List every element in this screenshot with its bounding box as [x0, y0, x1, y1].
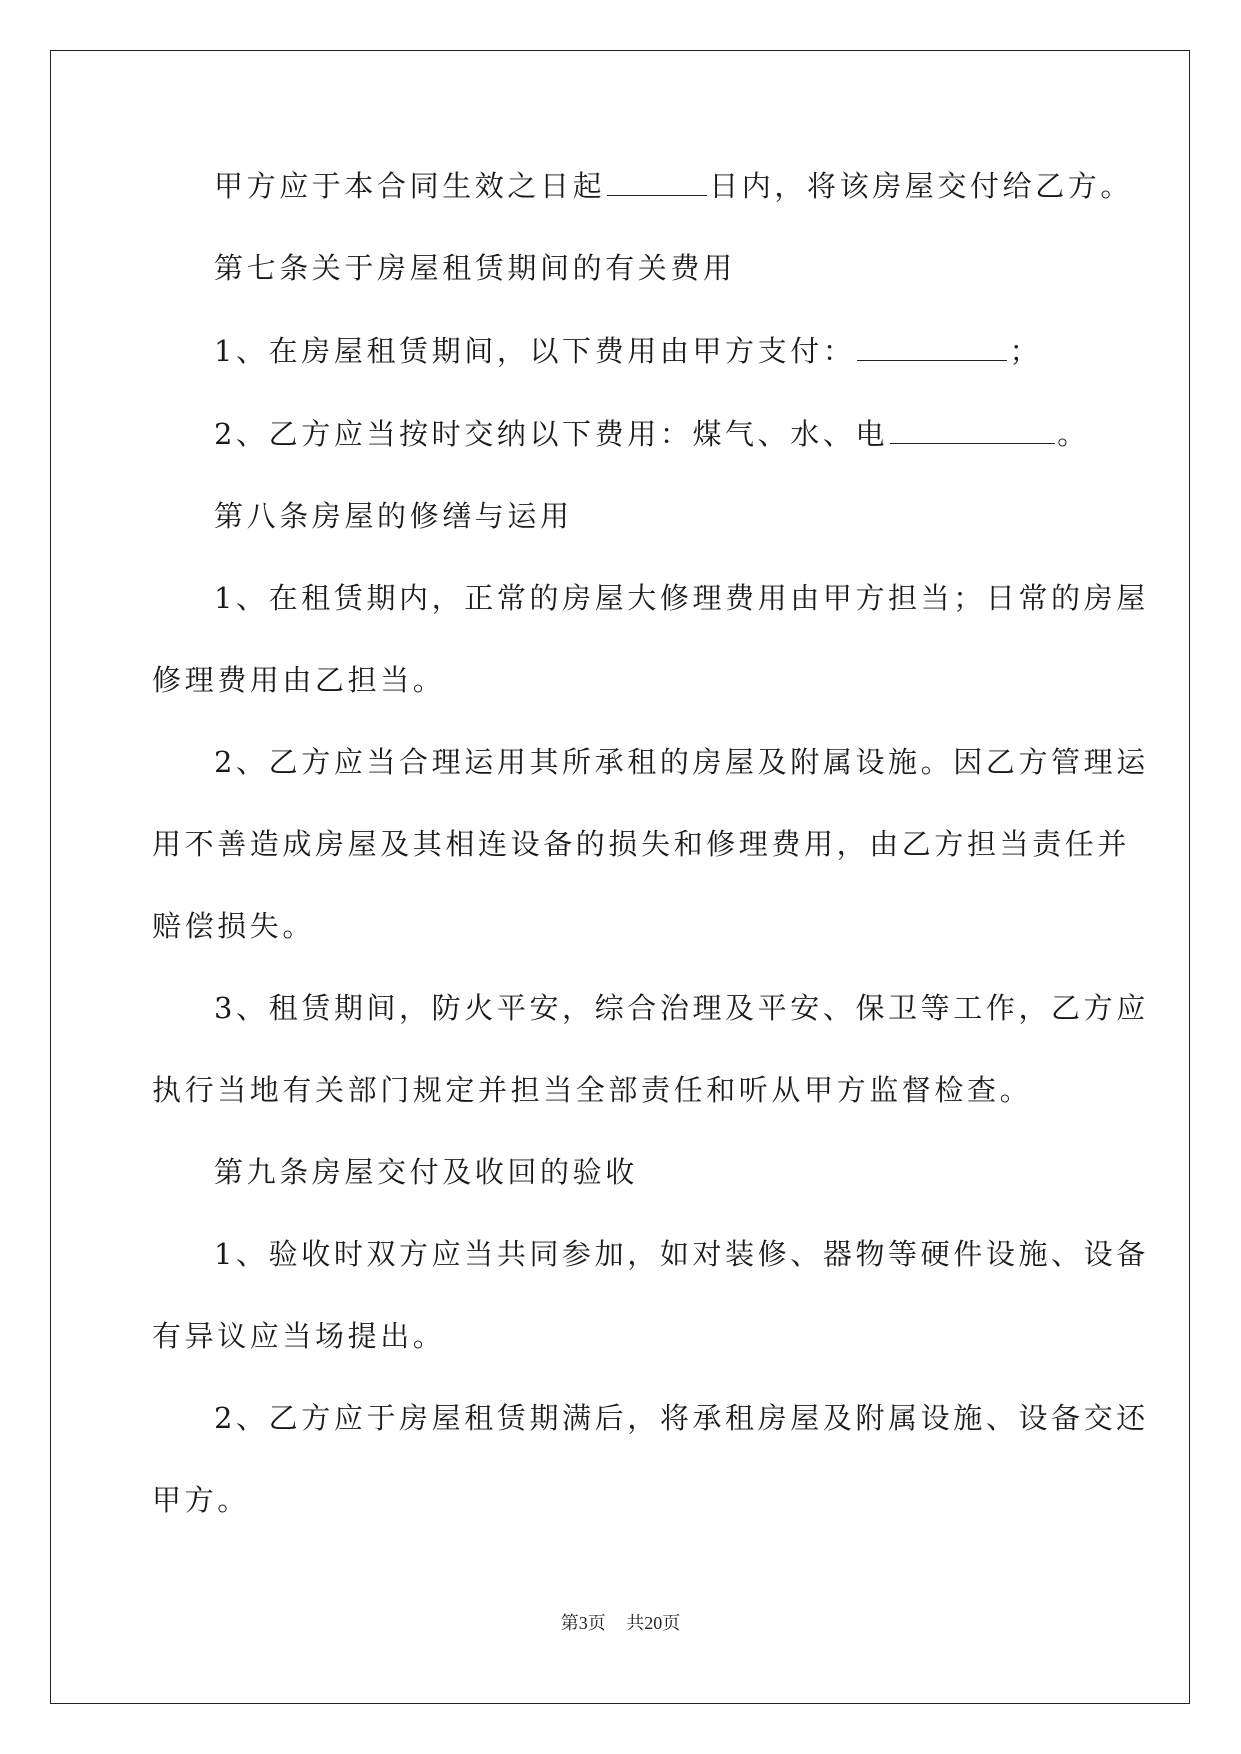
paragraph-line: 第七条关于房屋租赁期间的有关费用 [214, 251, 736, 285]
paragraph-line: 修理费用由乙担当。 [152, 663, 446, 697]
page-total: 共20页 [626, 1613, 681, 1633]
text-segment: 1、在房屋租赁期间，以下费用由甲方支付： [214, 334, 856, 368]
text-segment: 甲方应于本合同生效之日起 [214, 169, 606, 203]
paragraph-line [152, 330, 1092, 372]
page-footer [0, 1609, 1241, 1635]
paragraph-line: 甲方。 [152, 1483, 250, 1517]
fill-in-blank [857, 330, 1007, 361]
paragraph-line: 有异议应当场提出。 [152, 1319, 446, 1353]
paragraph-line [152, 165, 1134, 207]
paragraph-line: 2、乙方应于房屋租赁期满后，将承租房屋及附属设施、设备交还 [214, 1401, 1149, 1435]
paragraph-line: 赔偿损失。 [152, 909, 316, 943]
paragraph-line: 用不善造成房屋及其相连设备的损失和修理费用，由乙方担当责任并 [152, 827, 1131, 861]
paragraph-line: 第九条房屋交付及收回的验收 [214, 1155, 638, 1189]
paragraph-line: 第八条房屋的修缮与运用 [214, 499, 573, 533]
text-segment: ； [1009, 334, 1043, 368]
paragraph-line: 2、乙方应当合理运用其所承租的房屋及附属设施。因乙方管理运 [214, 745, 1149, 779]
fill-in-blank [607, 165, 707, 196]
text-segment: 。 [1057, 417, 1090, 451]
page-number: 第3页 [560, 1613, 606, 1633]
paragraph-line [152, 413, 1092, 455]
fill-in-blank [890, 413, 1055, 444]
document-body [152, 165, 1149, 1562]
paragraph-line: 执行当地有关部门规定并担当全部责任和听从甲方监督检查。 [152, 1073, 1033, 1107]
text-segment: 2、乙方应当按时交纳以下费用：煤气、水、电 [214, 417, 889, 451]
paragraph-line: 1、验收时双方应当共同参加，如对装修、器物等硬件设施、设备 [214, 1237, 1149, 1271]
paragraph-line: 3、租赁期间，防火平安，综合治理及平安、保卫等工作，乙方应 [214, 991, 1149, 1025]
text-segment: 日内，将该房屋交付给乙方。 [709, 169, 1134, 203]
paragraph-line: 1、在租赁期内，正常的房屋大修理费用由甲方担当；日常的房屋 [214, 581, 1149, 615]
